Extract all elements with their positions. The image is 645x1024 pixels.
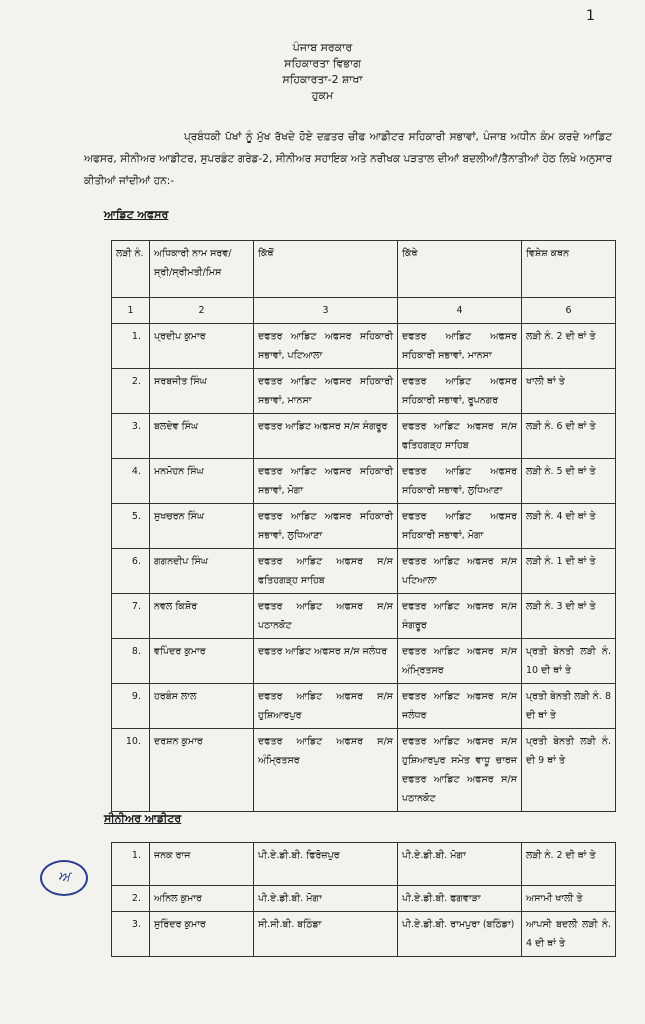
remarks-cell: ਪ੍ਰਤੀ ਬੇਨਤੀ ਲੜੀ ਨੰ. 10 ਦੀ ਥਾਂ ਤੇ: [522, 639, 616, 684]
officer-name-cell: ਮਨਮੋਹਨ ਸਿੰਘ: [150, 459, 254, 504]
from-office-cell: ਦਫਤਰ ਆਡਿਟ ਅਫਸਰ ਸ/ਸ ਪਠਾਨਕੋਟ: [254, 594, 398, 639]
table-row: [112, 459, 616, 504]
remarks-cell: ਲੜੀ ਨੰ. 3 ਦੀ ਥਾਂ ਤੇ: [522, 594, 616, 639]
serial-number-cell: 1.: [112, 324, 150, 369]
to-office-cell: ਦਫਤਰ ਆਡਿਟ ਅਫਸਰ ਸਹਿਕਾਰੀ ਸਭਾਵਾਂ, ਮਾਨਸਾ: [398, 324, 522, 369]
table-row: [112, 549, 616, 594]
header-cell: ਅਧਿਕਾਰੀ ਨਾਮ ਸਰਵ/ਸ੍ਰੀ/ਸ੍ਰੀਮਤੀ/ਮਿਸ: [150, 241, 254, 298]
to-office-cell: ਦਫਤਰ ਆਡਿਟ ਅਫਸਰ ਸ/ਸ ਫਤਿਹਗੜ੍ਹ ਸਾਹਿਬ: [398, 414, 522, 459]
remarks-cell: ਲੜੀ ਨੰ. 1 ਦੀ ਥਾਂ ਤੇ: [522, 549, 616, 594]
senior-auditor-table: [111, 842, 616, 957]
table-row: [112, 912, 616, 957]
table-row: [112, 504, 616, 549]
column-number: 1: [112, 298, 150, 324]
table-row: [112, 684, 616, 729]
to-office-cell: ਦਫਤਰ ਆਡਿਟ ਅਫਸਰ ਸ/ਸ ਜਲੰਧਰ: [398, 684, 522, 729]
to-office-cell: ਪੀ.ਏ.ਡੀ.ਬੀ. ਮੋਗਾ: [398, 843, 522, 886]
header-order: ਹੁਕਮ: [311, 89, 334, 102]
serial-number-cell: 4.: [112, 459, 150, 504]
officer-name-cell: ਸੁਰਿੰਦਰ ਕੁਮਾਰ: [150, 912, 254, 957]
page-number: 1: [586, 8, 595, 24]
remarks-cell: ਆਪਸੀ ਬਦਲੀ ਲੜੀ ਨੰ. 4 ਦੀ ਥਾਂ ਤੇ: [522, 912, 616, 957]
header-cell: ਕਿੱਥੇ: [398, 241, 522, 298]
serial-number-cell: 8.: [112, 639, 150, 684]
section-senior-auditor-title: ਸੀਨੀਅਰ ਆਡੀਟਰ: [104, 812, 182, 825]
from-office-cell: ਪੀ.ਏ.ਡੀ.ਬੀ. ਮੋਗਾ: [254, 886, 398, 912]
officer-name-cell: ਬਲਦੇਵ ਸਿੰਘ: [150, 414, 254, 459]
from-office-cell: ਦਫਤਰ ਆਡਿਟ ਅਫਸਰ ਸਹਿਕਾਰੀ ਸਭਾਵਾਂ, ਮੋਗਾ: [254, 459, 398, 504]
from-office-cell: ਸੀ.ਸੀ.ਬੀ. ਬਠਿੰਡਾ: [254, 912, 398, 957]
intro-paragraph: ਪ੍ਰਬੰਧਕੀ ਪੱਖਾਂ ਨੂੰ ਮੁੱਖ ਰੱਖਦੇ ਹੋਏ ਦਫ਼ਤਰ ਚੀਫ ਆਡੀਟਰ ਸਹਿਕਾਰੀ ਸਭਾਵਾਂ, ਪੰਜਾਬ ਅਧੀਨ ਕੰਮ ਕਰਦੇ ਆਡਿਟ ਅਫਸਰ, ਸੀਨੀਅਰ ਆਡੀਟਰ, ਸੁਪਰਡੰਟ ਗਰੇਡ-2, ਸੀਨੀਅਰ ਸਹਾਇਕ ਅਤੇ ਨਰੀਖਕ ਪੜਤਾਲ ਦੀਆਂ ਬਦਲੀਆਂ/ਤੈਨਾਤੀਆਂ ਹੇਠ ਲਿਖੇ ਅਨੁਸਾਰ ਕੀਤੀਆਂ ਜਾਂਦੀਆਂ ਹਨ:-: [84, 131, 612, 187]
remarks-cell: ਲੜੀ ਨੰ. 4 ਦੀ ਥਾਂ ਤੇ: [522, 504, 616, 549]
serial-number-cell: 7.: [112, 594, 150, 639]
table-row: [112, 369, 616, 414]
table-row: [112, 729, 616, 812]
from-office-cell: ਪੀ.ਏ.ਡੀ.ਬੀ. ਫਿਰੋਜ਼ਪੁਰ: [254, 843, 398, 886]
serial-number-cell: 10.: [112, 729, 150, 812]
from-office-cell: ਦਫਤਰ ਆਡਿਟ ਅਫਸਰ ਸ/ਸ ਸੰਗਰੂਰ: [254, 414, 398, 459]
to-office-cell: ਦਫਤਰ ਆਡਿਟ ਅਫਸਰ ਸਹਿਕਾਰੀ ਸਭਾਵਾਂ, ਮੋਗਾ: [398, 504, 522, 549]
officer-name-cell: ਗਗਨਦੀਪ ਸਿੰਘ: [150, 549, 254, 594]
audit-officer-table: [111, 240, 616, 812]
serial-number-cell: 5.: [112, 504, 150, 549]
table-row: [112, 843, 616, 886]
header-cell: ਵਿਸ਼ੇਸ਼ ਕਥਨ: [522, 241, 616, 298]
remarks-cell: ਪ੍ਰਤੀ ਬੇਨਤੀ ਲੜੀ ਨੰ. ਦੀ 9 ਥਾਂ ਤੇ: [522, 729, 616, 812]
remarks-cell: ਲੜੀ ਨੰ. 6 ਦੀ ਥਾਂ ਤੇ: [522, 414, 616, 459]
from-office-cell: ਦਫਤਰ ਆਡਿਟ ਅਫਸਰ ਸ/ਸ ਅੰਮ੍ਰਿਤਸਰ: [254, 729, 398, 812]
from-office-cell: ਦਫਤਰ ਆਡਿਟ ਅਫਸਰ ਸਹਿਕਾਰੀ ਸਭਾਵਾਂ, ਮਾਨਸਾ: [254, 369, 398, 414]
to-office-cell: ਦਫਤਰ ਆਡਿਟ ਅਫਸਰ ਸਹਿਕਾਰੀ ਸਭਾਵਾਂ, ਲੁਧਿਆਣਾ: [398, 459, 522, 504]
serial-number-cell: 9.: [112, 684, 150, 729]
remarks-cell: ਲੜੀ ਨੰ. 5 ਦੀ ਥਾਂ ਤੇ: [522, 459, 616, 504]
from-office-cell: ਦਫਤਰ ਆਡਿਟ ਅਫਸਰ ਸ/ਸ ਜਲੰਧਰ: [254, 639, 398, 684]
header-cell: ਲੜੀ ਨੰ.: [112, 241, 150, 298]
officer-name-cell: ਨਵਲ ਕਿਸ਼ੋਰ: [150, 594, 254, 639]
header-cell: ਕਿੱਥੋਂ: [254, 241, 398, 298]
to-office-cell: ਦਫਤਰ ਆਡਿਟ ਅਫਸਰ ਸਹਿਕਾਰੀ ਸਭਾਵਾਂ, ਰੂਪਨਗਰ: [398, 369, 522, 414]
header-department: ਸਹਿਕਾਰਤਾ ਵਿਭਾਗ: [284, 57, 361, 70]
column-number: 4: [398, 298, 522, 324]
from-office-cell: ਦਫਤਰ ਆਡਿਟ ਅਫਸਰ ਸ/ਸ ਹੁਸ਼ਿਆਰਪੁਰ: [254, 684, 398, 729]
from-office-cell: ਦਫਤਰ ਆਡਿਟ ਅਫਸਰ ਸਹਿਕਾਰੀ ਸਭਾਵਾਂ, ਪਟਿਆਲਾ: [254, 324, 398, 369]
to-office-cell: ਦਫਤਰ ਆਡਿਟ ਅਫਸਰ ਸ/ਸ ਸੰਗਰੂਰ: [398, 594, 522, 639]
remarks-cell: ਖਾਲੀ ਥਾਂ ਤੇ: [522, 369, 616, 414]
to-office-cell: ਦਫਤਰ ਆਡਿਟ ਅਫਸਰ ਸ/ਸ ਹੁਸ਼ਿਆਰਪੁਰ ਸਮੇਤ ਵਾਧੂ ਚਾਰਜ ਦਫਤਰ ਆਡਿਟ ਅਫਸਰ ਸ/ਸ ਪਠਾਨਕੋਟ: [398, 729, 522, 812]
table-row: [112, 414, 616, 459]
officer-name-cell: ਅਨਿਲ ਕੁਮਾਰ: [150, 886, 254, 912]
officer-name-cell: ਹਰਬੰਸ ਲਾਲ: [150, 684, 254, 729]
serial-number-cell: 3.: [112, 414, 150, 459]
table-header-row: [112, 241, 616, 298]
section-audit-officer-title: ਆਡਿਟ ਅਫਸਰ: [104, 208, 169, 221]
officer-name-cell: ਪ੍ਰਦੀਪ ਕੁਮਾਰ: [150, 324, 254, 369]
serial-number-cell: 2.: [112, 369, 150, 414]
remarks-cell: ਲੜੀ ਨੰ. 2 ਦੀ ਥਾਂ ਤੇ: [522, 843, 616, 886]
header-branch: ਸਹਿਕਾਰਤਾ-2 ਸ਼ਾਖਾ: [282, 73, 363, 86]
serial-number-cell: 2.: [112, 886, 150, 912]
column-number: 6: [522, 298, 616, 324]
officer-name-cell: ਵਪਿੰਦਰ ਕੁਮਾਰ: [150, 639, 254, 684]
initials-stamp: ਅ: [40, 860, 88, 896]
document-header: [0, 40, 645, 104]
serial-number-cell: 3.: [112, 912, 150, 957]
to-office-cell: ਦਫਤਰ ਆਡਿਟ ਅਫਸਰ ਸ/ਸ ਪਟਿਆਲਾ: [398, 549, 522, 594]
remarks-cell: ਅਸਾਮੀ ਖਾਲੀ ਤੇ: [522, 886, 616, 912]
officer-name-cell: ਜਨਕ ਰਾਜ: [150, 843, 254, 886]
from-office-cell: ਦਫਤਰ ਆਡਿਟ ਅਫਸਰ ਸਹਿਕਾਰੀ ਸਭਾਵਾਂ, ਲੁਧਿਆਣਾ: [254, 504, 398, 549]
serial-number-cell: 6.: [112, 549, 150, 594]
column-number: 2: [150, 298, 254, 324]
officer-name-cell: ਸੁਖਚਰਨ ਸਿੰਘ: [150, 504, 254, 549]
serial-number-cell: 1.: [112, 843, 150, 886]
remarks-cell: ਪ੍ਰਤੀ ਬੇਨਤੀ ਲੜੀ ਨੰ. 8 ਦੀ ਥਾਂ ਤੇ: [522, 684, 616, 729]
to-office-cell: ਦਫਤਰ ਆਡਿਟ ਅਫਸਰ ਸ/ਸ ਅੰਮ੍ਰਿਤਸਰ: [398, 639, 522, 684]
to-office-cell: ਪੀ.ਏ.ਡੀ.ਬੀ. ਫਗਵਾੜਾ: [398, 886, 522, 912]
table-row: [112, 886, 616, 912]
table-row: [112, 324, 616, 369]
officer-name-cell: ਦਰਸ਼ਨ ਕੁਮਾਰ: [150, 729, 254, 812]
to-office-cell: ਪੀ.ਏ.ਡੀ.ਬੀ. ਰਾਮਪੁਰਾ (ਬਠਿੰਡਾ): [398, 912, 522, 957]
table-row: [112, 639, 616, 684]
column-number-row: [112, 298, 616, 324]
header-government: ਪੰਜਾਬ ਸਰਕਾਰ: [292, 41, 353, 54]
officer-name-cell: ਸਰਬਜੀਤ ਸਿੰਘ: [150, 369, 254, 414]
table-row: [112, 594, 616, 639]
column-number: 3: [254, 298, 398, 324]
from-office-cell: ਦਫਤਰ ਆਡਿਟ ਅਫਸਰ ਸ/ਸ ਫਤਿਹਗੜ੍ਹ ਸਾਹਿਬ: [254, 549, 398, 594]
remarks-cell: ਲੜੀ ਨੰ. 2 ਦੀ ਥਾਂ ਤੇ: [522, 324, 616, 369]
